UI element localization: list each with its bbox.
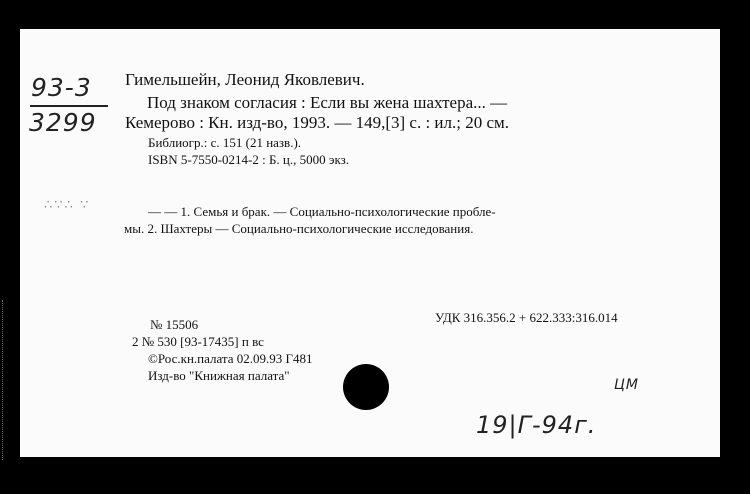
- call-number-divider: [30, 105, 108, 107]
- call-number-top: 93-3: [31, 73, 92, 102]
- call-number-bottom: 3299: [29, 108, 97, 137]
- copyright-line: ©Рос.кн.палата 02.09.93 Г481: [148, 351, 313, 366]
- handwritten-initials: ЦМ: [614, 377, 639, 393]
- publication-statement: Кемерово : Кн. изд-во, 1993. — 149,[3] с. : ил.; 20 см.: [125, 113, 510, 132]
- smudge-mark: ∴∵∴ ∵: [44, 197, 91, 212]
- catalog-card: [20, 29, 720, 457]
- author-heading: Гимельшейн, Леонид Яковлевич.: [125, 70, 365, 89]
- punch-hole: [343, 364, 389, 410]
- title-statement: Под знаком согласия : Если вы жена шахтера... —: [147, 93, 508, 112]
- publisher-line: Изд-во "Книжная палата": [148, 368, 290, 383]
- subject-headings-line1: — — 1. Семья и брак. — Социально-психологические пробле-: [148, 204, 496, 219]
- record-number: № 15506: [150, 317, 199, 332]
- bibliography-note: Библиогр.: с. 151 (21 назв.).: [148, 135, 302, 150]
- udk-classification: УДК 316.356.2 + 622.333:316.014: [435, 310, 618, 325]
- isbn-note: ISBN 5-7550-0214-2 : Б. ц., 5000 экз.: [148, 152, 349, 167]
- registration-number: 2 № 530 [93-17435] п вс: [132, 334, 264, 349]
- handwritten-date: 19|Г-94г.: [476, 411, 597, 439]
- subject-headings-line2: мы. 2. Шахтеры — Социально-психологические исследования.: [124, 221, 474, 236]
- film-edge-marks: [2, 300, 13, 460]
